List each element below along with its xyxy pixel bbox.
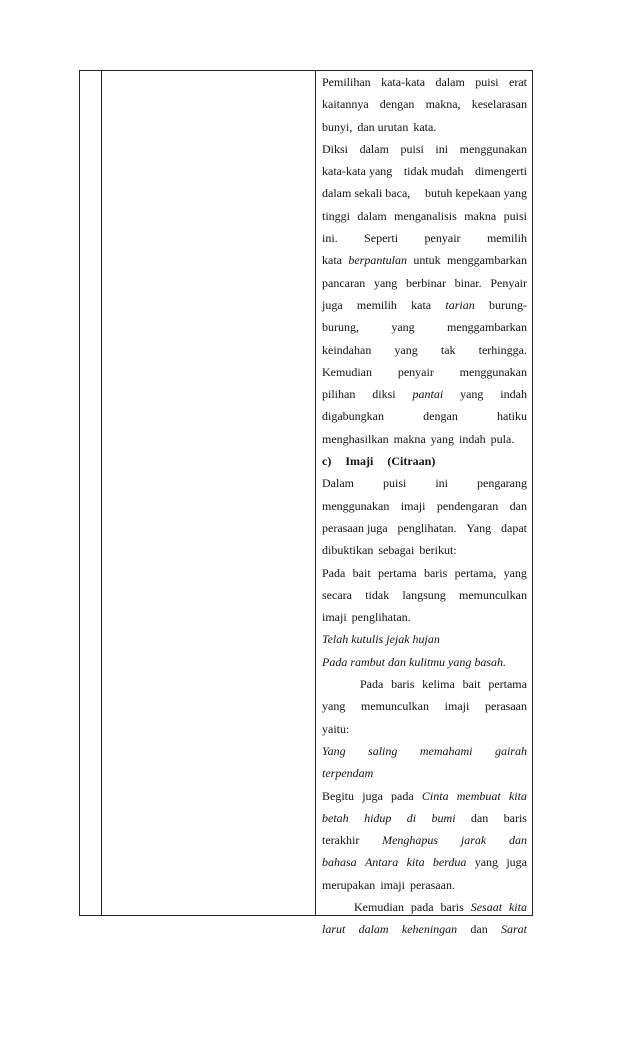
column-divider-2 [315, 71, 316, 915]
word: memunculkan [361, 699, 429, 714]
word: kata [411, 297, 432, 312]
word: berikut: [419, 543, 457, 558]
word: Imaji [345, 454, 374, 469]
word: hatiku [497, 409, 527, 424]
text-line [322, 472, 527, 494]
text-line [322, 628, 527, 650]
word: dapat [501, 520, 527, 535]
text-line [322, 272, 527, 294]
word: diksi [372, 387, 396, 402]
text-line [322, 383, 527, 405]
word: Menghapus [382, 833, 439, 848]
word: butuh kepekaan yang [425, 186, 527, 201]
text-line [322, 316, 527, 338]
text-line [322, 695, 527, 717]
word: dalam [358, 922, 389, 937]
word: imaji [322, 610, 347, 625]
word: penglihatan. [397, 520, 457, 535]
word: Dalam [322, 476, 354, 491]
word: menggambarkan [447, 253, 527, 268]
word: yang [503, 565, 527, 580]
word: puisi [475, 75, 499, 89]
word: (Citraan) [387, 454, 436, 469]
text-cell [322, 71, 527, 941]
word: dan [470, 922, 488, 937]
text-line [322, 762, 527, 784]
word: kata [322, 253, 342, 268]
word: pada [391, 788, 414, 803]
word: yang [430, 431, 454, 446]
word: Kemudian [322, 364, 372, 379]
text-line [322, 450, 527, 472]
word: terakhir [322, 833, 360, 848]
word: membuat [456, 788, 501, 803]
word: bumi [431, 810, 456, 825]
word: makna [464, 208, 497, 223]
word: pertama, [454, 565, 497, 580]
word: memunculkan [458, 587, 527, 602]
text-line [322, 539, 527, 561]
text-line [322, 673, 527, 695]
word: digabungkan [322, 409, 384, 424]
word: pilihan [322, 387, 356, 402]
word: menggunakan [459, 141, 527, 156]
text-line [322, 71, 527, 93]
word: baris [440, 899, 464, 914]
text-line [322, 339, 527, 361]
word: yang [373, 275, 398, 290]
word: imaji [400, 498, 426, 513]
text-line [322, 116, 527, 138]
word: menganalisis [394, 208, 457, 223]
word: bait [462, 677, 481, 692]
word: menggunakan [459, 364, 527, 379]
word: tak [440, 342, 456, 357]
word: Sesaat [470, 899, 503, 914]
word: tarian [445, 297, 475, 312]
word: yang [394, 342, 418, 357]
word: kata-kata yang [322, 164, 393, 179]
word: keheningan [401, 922, 458, 937]
word: tidak mudah [403, 164, 464, 179]
word: Pada [322, 565, 346, 580]
word: memilih [356, 297, 397, 312]
word: yang [460, 387, 484, 402]
word: perasaan [485, 699, 527, 714]
word: imaji [380, 877, 405, 892]
word: kata-kata [381, 75, 426, 89]
word: dengan [379, 97, 415, 112]
word: memahami [419, 743, 473, 758]
word: dan [509, 833, 527, 848]
text-line [322, 785, 527, 807]
word: kita [406, 855, 425, 870]
word: makna, [425, 97, 461, 112]
word: merupakan [322, 877, 376, 892]
text-line [322, 249, 527, 271]
word: dimengerti [475, 164, 527, 179]
text-line [322, 428, 527, 450]
text-line [322, 606, 527, 628]
word: penyair [424, 231, 461, 246]
text-line [322, 896, 527, 918]
text-line [322, 718, 527, 740]
word: pertama [488, 677, 527, 692]
word: kata. [413, 119, 437, 134]
word: pancaran [322, 275, 366, 290]
word: sebagai [378, 543, 415, 558]
text-line [322, 829, 527, 851]
text-line [322, 517, 527, 539]
word: c) [322, 454, 332, 469]
word: dan urutan [357, 119, 409, 134]
word: dalam [435, 75, 465, 89]
word: secara [322, 587, 352, 602]
document-table [79, 70, 533, 937]
word: makna [393, 431, 426, 446]
text-line [322, 361, 527, 383]
word: pada [410, 899, 434, 914]
text-line [322, 182, 527, 204]
text-line [322, 562, 527, 584]
word: juga [506, 855, 527, 870]
word: gairah [494, 743, 527, 758]
text-line [322, 740, 527, 762]
word: menggambarkan [447, 320, 527, 335]
word: dan [470, 810, 489, 825]
word: Antara [364, 855, 399, 870]
word: indah [500, 387, 527, 402]
text-line [322, 205, 527, 227]
word: tidak [365, 587, 390, 602]
word: Kemudian [354, 899, 404, 914]
word: Pada [360, 677, 384, 692]
text-line [322, 227, 527, 249]
text-line [322, 294, 527, 316]
word: pertama [377, 565, 417, 580]
word: keindahan [322, 342, 372, 357]
text-line [322, 584, 527, 606]
word: kaitannya [322, 97, 369, 112]
word: di [406, 810, 417, 825]
word: kita [508, 788, 527, 803]
word: dalam [359, 141, 389, 156]
word: yang [474, 855, 499, 870]
word: baris [391, 677, 415, 692]
word: baris [503, 810, 527, 825]
word: burung, [322, 320, 359, 335]
text-line [322, 851, 527, 873]
word: yang [391, 320, 415, 335]
word: perasaan juga [322, 520, 388, 535]
word: kita [508, 899, 527, 914]
word: pendengaran [436, 498, 499, 513]
text-line [322, 918, 527, 940]
word: larut [322, 922, 346, 937]
word: ini [435, 141, 449, 156]
word: dibuktikan [322, 543, 374, 558]
word: juga [362, 788, 383, 803]
word: terhingga. [478, 342, 527, 357]
word: penyair [397, 364, 434, 379]
text-line [322, 651, 527, 673]
word: pantai [412, 387, 444, 402]
word: puisi [383, 476, 407, 491]
column-divider-1 [101, 71, 102, 915]
word: Seperti [364, 231, 399, 246]
word: juga [322, 297, 343, 312]
word: betah [322, 810, 349, 825]
word: Telah kutulis jejak hujan [322, 632, 440, 647]
word: ini. [322, 231, 338, 246]
word: kelima [422, 677, 455, 692]
word: imaji [444, 699, 470, 714]
word: saling [368, 743, 398, 758]
word: indah [458, 431, 486, 446]
text-line [322, 160, 527, 182]
word: puisi [400, 141, 424, 156]
word: memilih [486, 231, 527, 246]
word: bait [352, 565, 371, 580]
word: jarak [460, 833, 487, 848]
word: untuk [413, 253, 441, 268]
word: terpendam [322, 766, 374, 781]
word: Yang [322, 743, 346, 758]
word: dalam [357, 208, 387, 223]
word: Pada rambut dan kulitmu yang basah. [322, 654, 506, 669]
word: baris [423, 565, 448, 580]
word: Yang [466, 520, 492, 535]
word: hidup [364, 810, 392, 825]
text-line [322, 495, 527, 517]
word: bahasa [322, 855, 357, 870]
word: dan [509, 498, 527, 513]
word: keselarasan [471, 97, 527, 112]
word: dalam sekali baca, [322, 186, 411, 201]
word: ini [435, 476, 449, 491]
word: tinggi [322, 208, 351, 223]
word: langsung [402, 587, 446, 602]
word: Sarat [500, 922, 527, 937]
word: Begitu [322, 788, 354, 803]
word: menghasilkan [322, 431, 389, 446]
word: binar. [454, 275, 482, 290]
text-line [322, 405, 527, 427]
word: pula. [490, 431, 515, 446]
word: berbinar [405, 275, 446, 290]
word: perasaan. [409, 877, 455, 892]
word: pengarang [477, 476, 527, 491]
word: burung- [488, 297, 527, 312]
text-line [322, 138, 527, 160]
word: puisi [503, 208, 527, 223]
word: Pemilihan [322, 75, 371, 89]
word: Diksi [322, 141, 349, 156]
word: erat [509, 75, 527, 89]
word: berpantulan [348, 253, 407, 268]
word: Penyair [490, 275, 527, 290]
text-line [322, 807, 527, 829]
word: Cinta [421, 788, 449, 803]
word: yaitu: [322, 721, 350, 736]
word: dengan [423, 409, 458, 424]
word: berdua [432, 855, 467, 870]
word: menggunakan [322, 498, 390, 513]
word: penglihatan. [351, 610, 411, 625]
text-line [322, 874, 527, 896]
text-line [322, 93, 527, 115]
word: bunyi, [322, 119, 353, 134]
word: yang [322, 699, 346, 714]
